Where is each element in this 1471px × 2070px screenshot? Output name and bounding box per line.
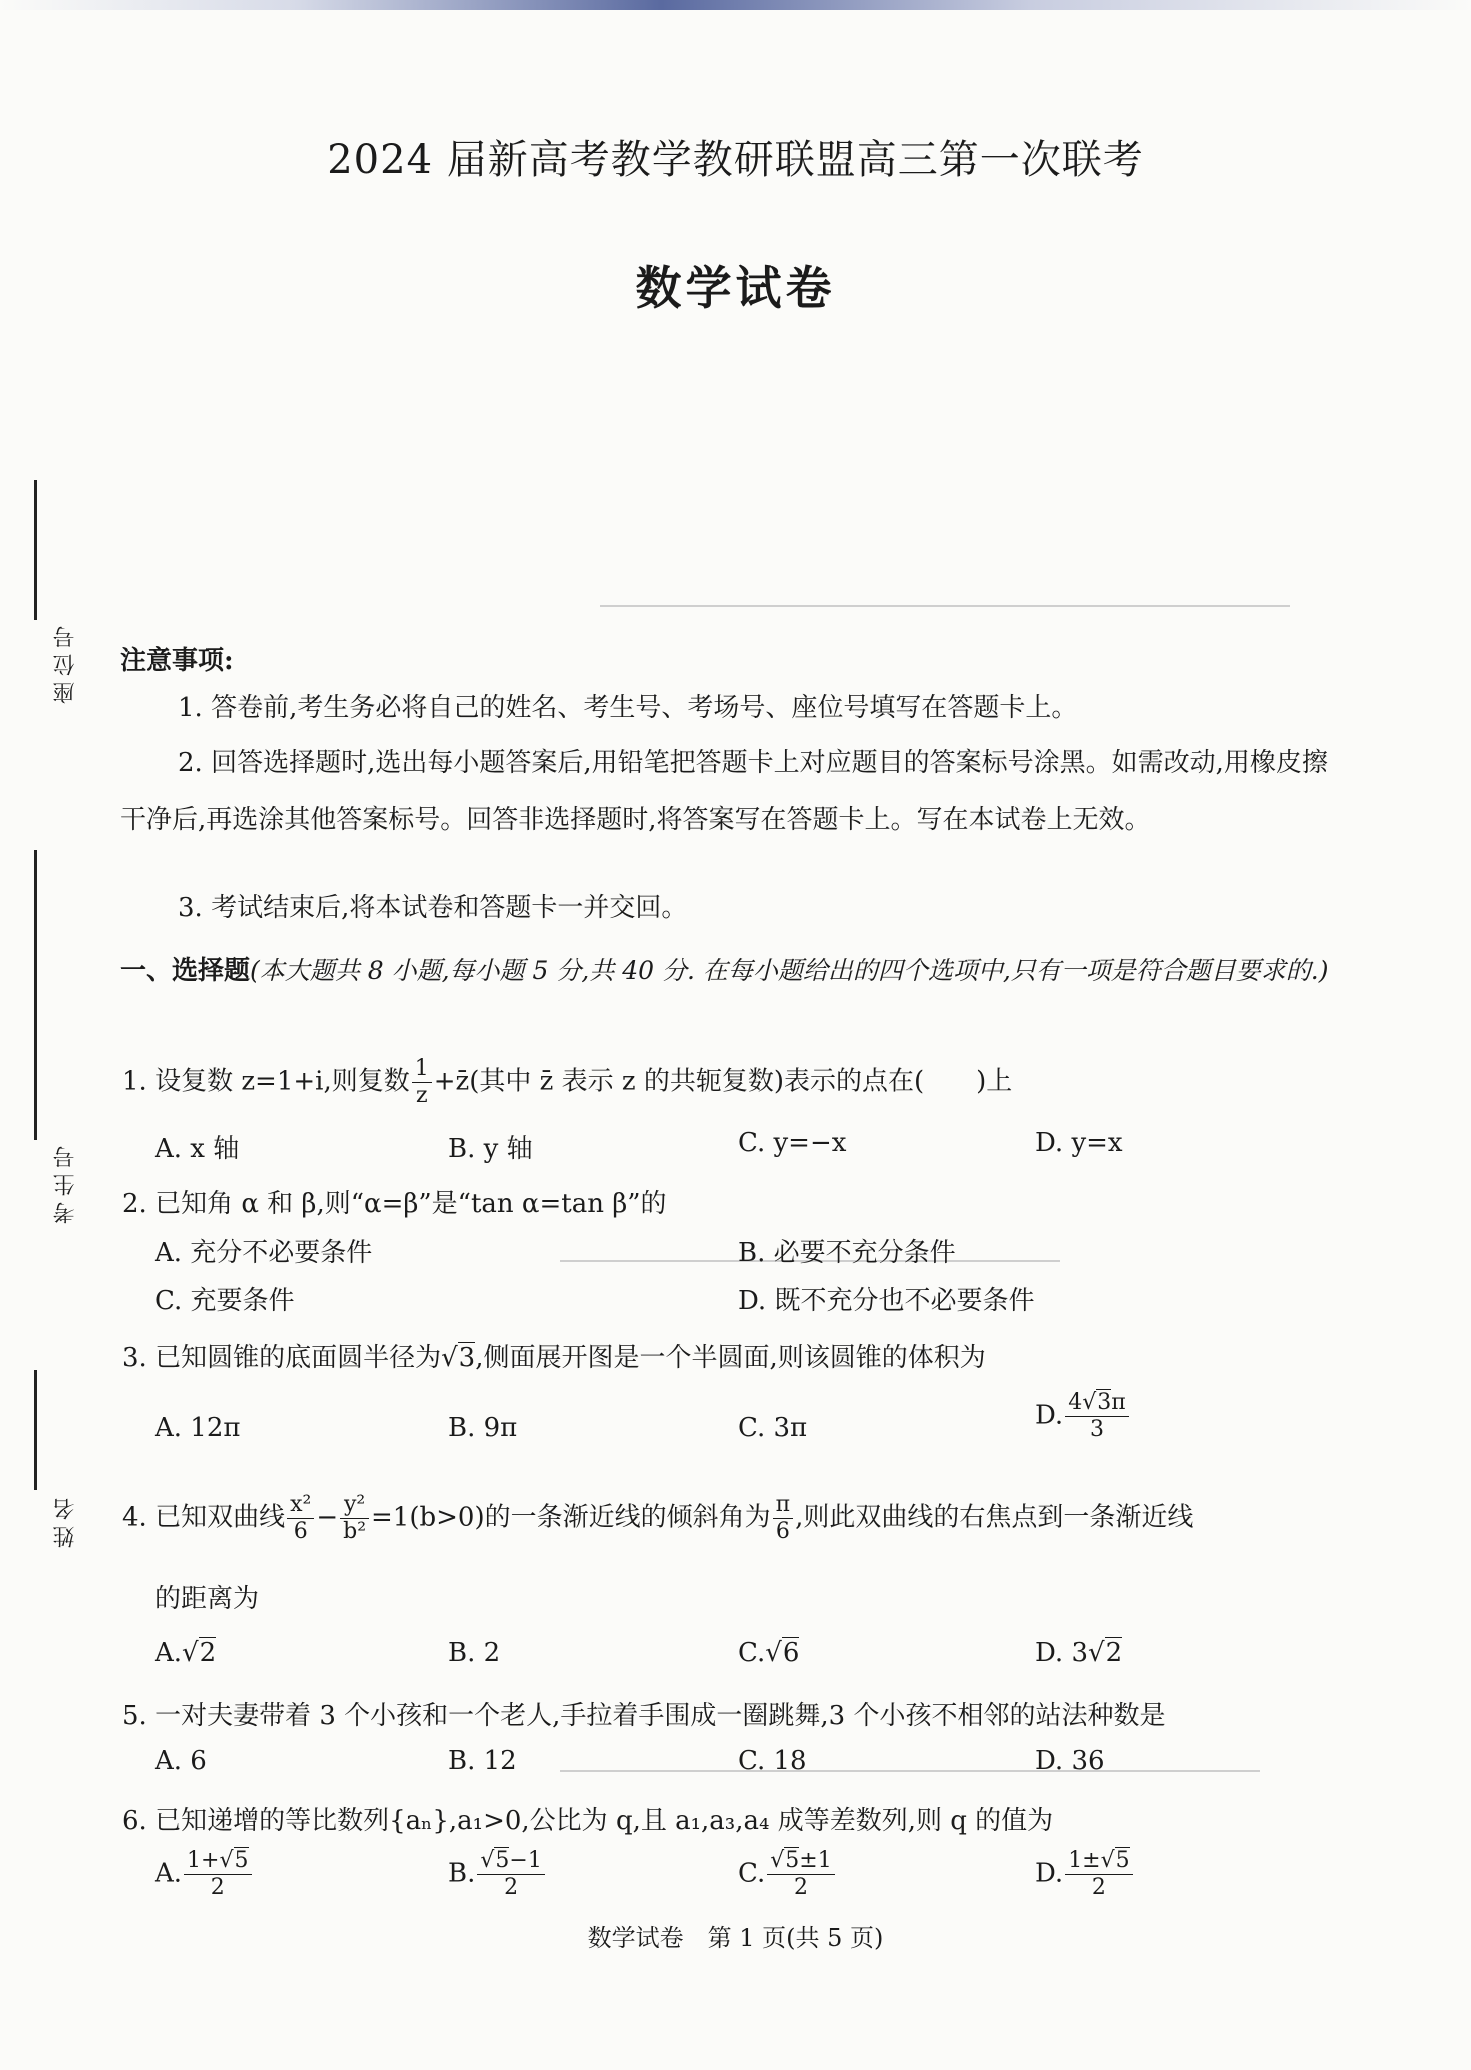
seat-number-label: 座位号 — [53, 620, 78, 704]
candidate-number-line — [34, 850, 37, 1140]
scan-edge — [0, 0, 1471, 10]
name-label: 姓名 — [53, 1492, 78, 1548]
q4-option-a: A.√2 — [155, 1638, 217, 1668]
sqrt-sign: √ — [441, 1343, 458, 1373]
q5-option-a: A. 6 — [155, 1746, 207, 1776]
candidate-number-label: 考生号 — [53, 1140, 78, 1224]
question-2: 2. 已知角 α 和 β,则“α=β”是“tan α=tan β”的 — [122, 1189, 667, 1219]
seat-number-line — [34, 480, 37, 620]
exam-title: 2024 届新高考教学教研联盟高三第一次联考 — [327, 137, 1144, 183]
question-1-text: 1. 设复数 z=1+i,则复数 — [122, 1066, 410, 1097]
page-footer: 数学试卷 第 1 页(共 5 页) — [587, 1924, 884, 1952]
q2-option-b: B. 必要不充分条件 — [738, 1238, 956, 1268]
section-heading — [120, 950, 1350, 992]
question-4: 4. 已知双曲线 $\frac{\text{x²}}{6}$ − $\frac{\text{y²}}{\text{b²}}$ =1(b>0)的一条渐近线的倾斜角为 $\frac{\pi}{6}$ ,则此双曲线的右焦点到一条渐近线 — [122, 1492, 1194, 1544]
q2-option-c: C. 充要条件 — [155, 1286, 295, 1316]
fraction: $\frac{4√3\pi}{3}$ — [1065, 1390, 1129, 1443]
bleed-line — [600, 605, 1290, 607]
q4-option-d: D. 3√2 — [1035, 1638, 1123, 1668]
q6-option-c: C. $\frac{√5\pm 1}{2}$ — [738, 1848, 837, 1901]
q1-option-a: A. x 轴 — [155, 1134, 240, 1164]
q1-option-c: C. y=−x — [738, 1128, 847, 1158]
section-rule: (本大题共 8 小题,每小题 5 分,共 40 分. 在每小题给出的四个选项中,只有一项是符合题目要求的.) — [250, 956, 1329, 985]
q5-option-d: D. 36 — [1035, 1746, 1105, 1776]
q6-option-d: D. $\frac{1\pm√5}{2}$ — [1035, 1848, 1135, 1901]
question-6: 6. 已知递增的等比数列{aₙ},a₁>0,公比为 q,且 a₁,a₃,a₄ 成等差数列,则 q 的值为 — [122, 1806, 1054, 1836]
paper-title: 数学试卷 — [635, 261, 836, 315]
question-1-text-end: +z̄(其中 z̄ 表示 z 的共轭复数)表示的点在( )上 — [433, 1066, 1013, 1097]
q2-option-d: D. 既不充分也不必要条件 — [738, 1286, 1035, 1316]
notice-item: 1. 答卷前,考生务必将自己的姓名、考生号、考场号、座位号填写在答题卡上。 — [178, 693, 1078, 723]
q6-option-b: B. $\frac{√5-1}{2}$ — [448, 1848, 547, 1901]
q3-option-a: A. 12π — [155, 1413, 241, 1443]
fraction: $\frac{√5-1}{2}$ — [477, 1848, 544, 1901]
section-title: 一、选择题 — [120, 956, 251, 986]
question-4-line-2: 的距离为 — [155, 1584, 260, 1614]
q5-option-c: C. 18 — [738, 1746, 807, 1776]
fraction: $\frac{√5\pm 1}{2}$ — [767, 1848, 834, 1901]
notice-title: 注意事项: — [120, 646, 234, 676]
q3-option-d: D. $\frac{4√3\pi}{3}$ — [1035, 1390, 1131, 1443]
question-1 — [122, 1056, 1012, 1109]
q3-option-c: C. 3π — [738, 1413, 808, 1443]
fraction: $\frac{\text{y²}}{\text{b²}}$ — [340, 1492, 369, 1545]
notice-item: 3. 考试结束后,将本试卷和答题卡一并交回。 — [178, 893, 688, 923]
notice-item: 2. 回答选择题时,选出每小题答案后,用铅笔把答题卡上对应题目的答案标号涂黑。如需改动,用橡皮擦干净后,再选涂其他答案标号。回答非选择题时,将答案写在答题卡上。写在本试卷上无效。 — [120, 748, 1328, 835]
fraction: $\frac{\pi}{6}$ — [773, 1492, 793, 1545]
q2-option-a: A. 充分不必要条件 — [155, 1238, 373, 1268]
q1-option-d: D. y=x — [1035, 1128, 1123, 1158]
fraction: $\frac{1}{z}$ — [412, 1056, 432, 1109]
bleed-line — [560, 1770, 1260, 1772]
fraction: $\frac{\text{x²}}{6}$ — [287, 1492, 314, 1545]
q1-option-b: B. y 轴 — [448, 1134, 533, 1164]
fraction: $\frac{1+√5}{2}$ — [184, 1848, 251, 1901]
fraction: $\frac{1\pm√5}{2}$ — [1065, 1848, 1132, 1901]
q5-option-b: B. 12 — [448, 1746, 517, 1776]
question-5: 5. 一对夫妻带着 3 个小孩和一个老人,手拉着手围成一圈跳舞,3 个小孩不相邻的站法种数是 — [122, 1701, 1166, 1731]
q3-option-b: B. 9π — [448, 1413, 518, 1443]
name-line — [34, 1370, 37, 1490]
question-3: 3. 已知圆锥的底面圆半径为√3,侧面展开图是一个半圆面,则该圆锥的体积为 — [122, 1343, 986, 1373]
q4-option-b: B. 2 — [448, 1638, 501, 1668]
q4-option-c: C.√6 — [738, 1638, 800, 1668]
q6-option-a: A. $\frac{1+√5}{2}$ — [155, 1848, 254, 1901]
